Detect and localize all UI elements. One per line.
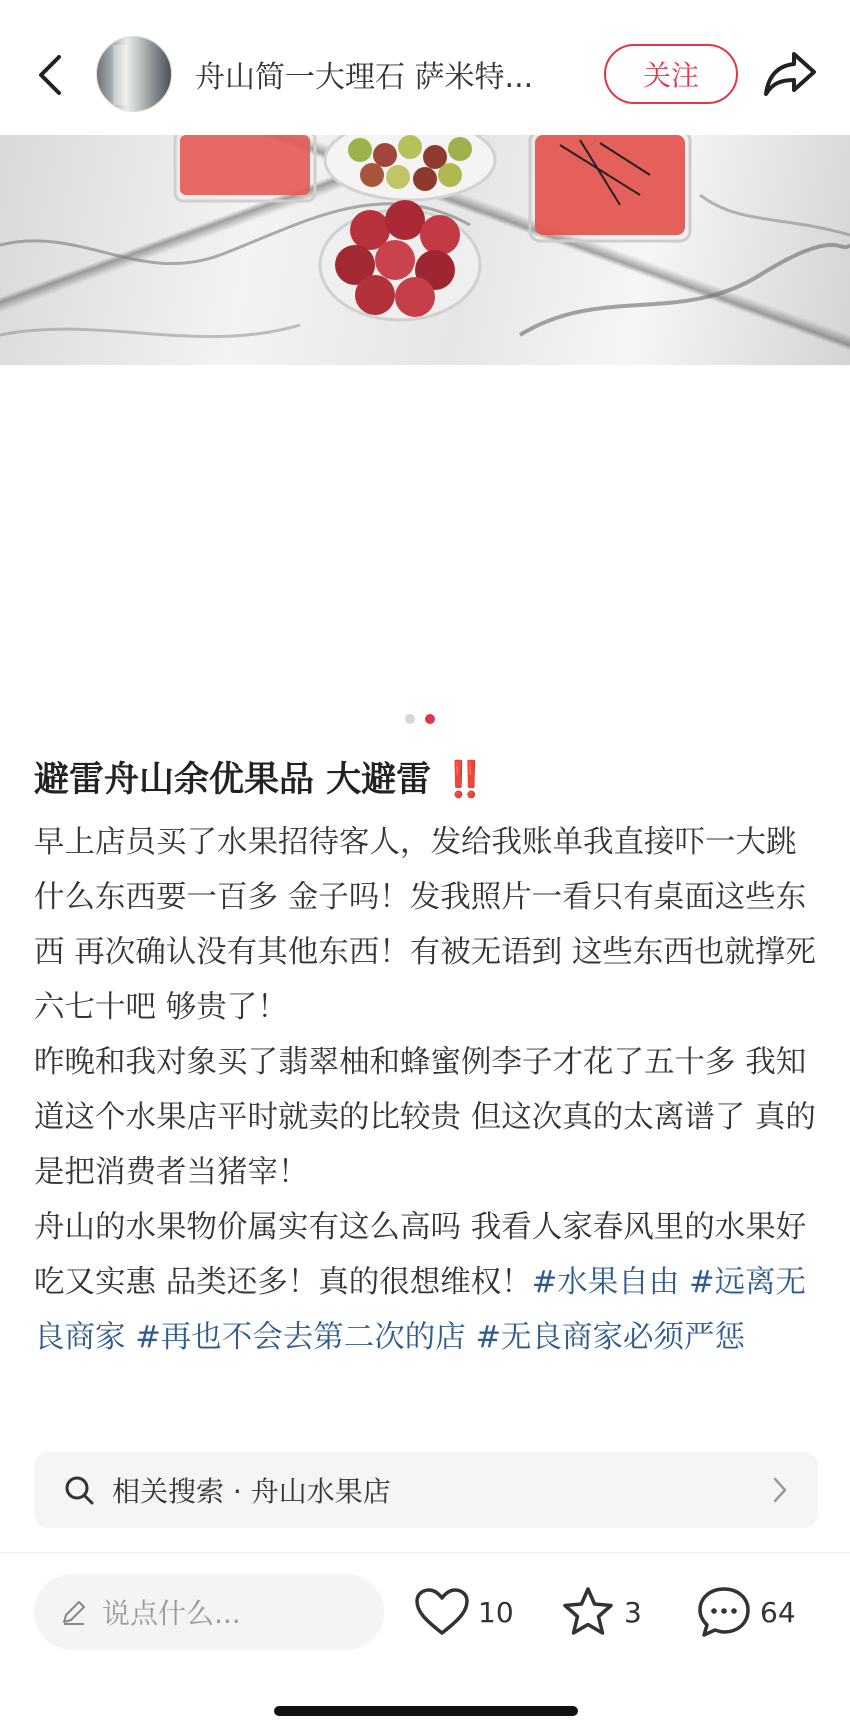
like-count: 10 xyxy=(478,1595,514,1629)
star-icon xyxy=(560,1585,616,1639)
home-indicator xyxy=(274,1706,578,1716)
fruit-photo xyxy=(0,135,850,365)
collect-count: 3 xyxy=(624,1595,642,1629)
post-image[interactable] xyxy=(0,135,850,365)
comment-input[interactable] xyxy=(34,1574,384,1650)
comment-button[interactable] xyxy=(696,1582,796,1642)
comment-count: 64 xyxy=(760,1595,796,1629)
image-padding xyxy=(0,365,850,705)
carousel-dot[interactable] xyxy=(405,714,415,724)
comment-icon xyxy=(696,1585,752,1639)
post-paragraph: 昨晚和我对象买了翡翠柚和蜂蜜例李子才花了五十多 我知道这个水果店平时就卖的比较贵 但这次真的太离谱了 真的是把消费者当猪宰！ xyxy=(34,1045,816,1190)
follow-button[interactable]: 关注 xyxy=(604,44,738,104)
related-search[interactable] xyxy=(34,1452,818,1528)
back-button[interactable] xyxy=(30,50,70,100)
post-title xyxy=(34,752,824,802)
share-button[interactable] xyxy=(762,48,818,100)
share-icon xyxy=(762,48,818,100)
like-button[interactable] xyxy=(414,1582,514,1642)
hashtag[interactable]: #再也不会去第二次的店 xyxy=(135,1320,466,1355)
carousel-dot-active[interactable] xyxy=(425,714,435,724)
header xyxy=(0,0,850,135)
back-icon xyxy=(37,53,63,97)
pencil-icon xyxy=(60,1598,88,1626)
author-name[interactable]: 舟山简一大理石 萨米特... xyxy=(195,60,534,95)
collect-button[interactable] xyxy=(560,1582,642,1642)
carousel-indicator xyxy=(405,714,435,724)
heart-icon xyxy=(414,1587,470,1637)
divider xyxy=(0,1552,850,1553)
hashtag[interactable]: #远离无良商家 xyxy=(34,1265,807,1355)
post-paragraph xyxy=(34,1200,824,1365)
post-paragraph: 早上店员买了水果招待客人，发给我账单我直接吓一大跳 什么东西要一百多 金子吗！发我照片一看只有桌面这些东西 再次确认没有其他东西！有被无语到 这些东西也就撑死六七十吧 够贵了！ xyxy=(34,825,816,1025)
avatar[interactable] xyxy=(96,36,172,112)
hashtag[interactable]: #无良商家必须严惩 xyxy=(475,1320,746,1355)
post-paragraph-text: 舟山的水果物价属实有这么高吗 我看人家春风里的水果好吃又实惠 品类还多！真的很想维权！ xyxy=(34,1210,807,1300)
post-body xyxy=(34,815,824,1365)
comment-placeholder: 说点什么... xyxy=(102,1597,241,1630)
search-icon xyxy=(64,1475,94,1505)
chevron-right-icon xyxy=(772,1476,788,1504)
hashtag[interactable]: #水果自由 xyxy=(531,1265,680,1300)
related-search-label: 相关搜索 · 舟山水果店 xyxy=(112,1475,391,1508)
double-exclamation-icon: ‼️ xyxy=(443,760,487,800)
post-title-text: 避雷舟山余优果品 大避雷 xyxy=(34,760,432,800)
